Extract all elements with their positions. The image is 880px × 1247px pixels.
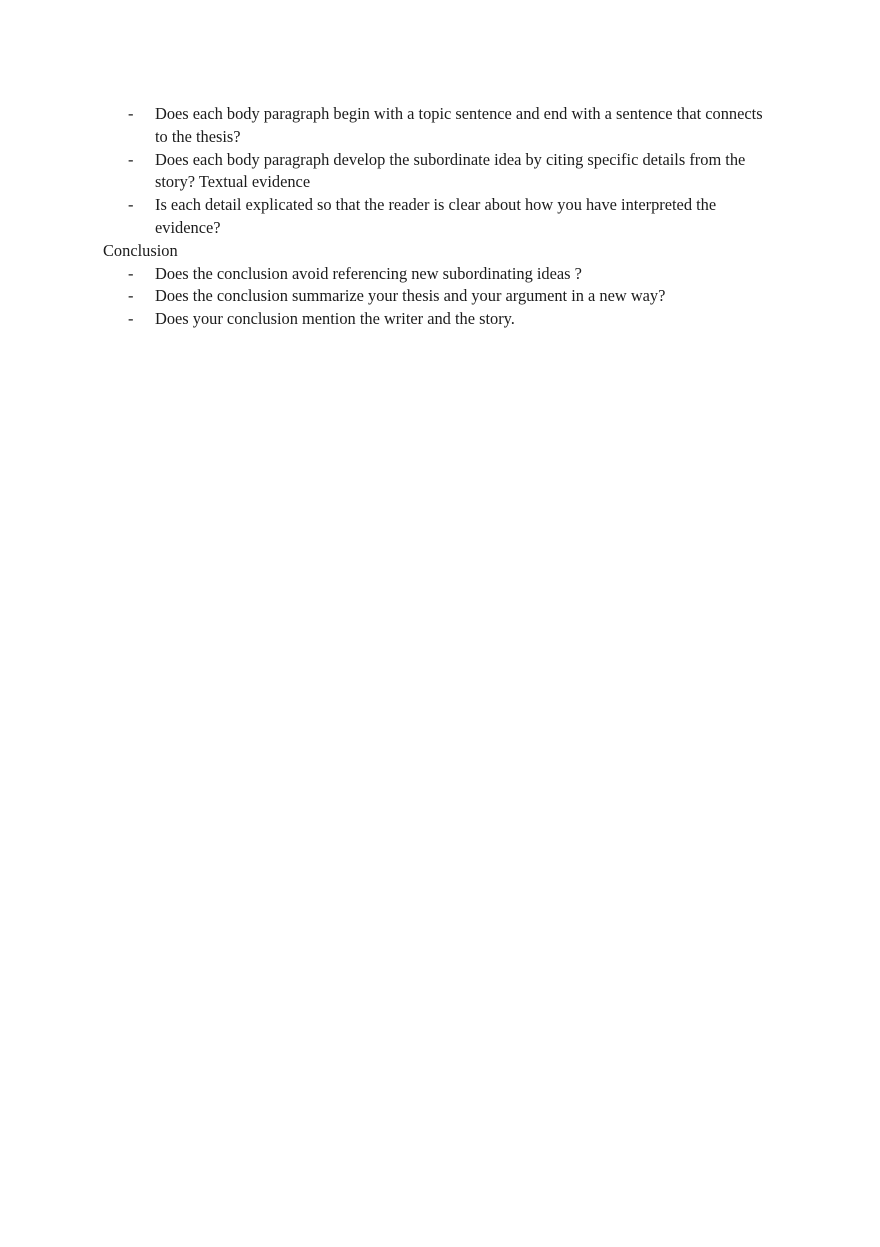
- conclusion-checklist: [103, 263, 763, 331]
- list-item: [103, 285, 763, 308]
- list-item: [103, 263, 763, 286]
- dash-bullet: -: [128, 263, 134, 283]
- list-item-text: Is each detail explicated so that the reader is clear about how you have interpreted the evidence?: [155, 195, 717, 237]
- list-item-text: Does the conclusion summarize your thesis and your argument in a new way?: [155, 286, 666, 306]
- list-item-text: Does each body paragraph develop the subordinate idea by citing specific details from the story? Textual evidence: [155, 149, 746, 192]
- document-content: [103, 103, 763, 331]
- dash-bullet: -: [128, 309, 134, 329]
- dash-bullet: -: [128, 195, 134, 215]
- list-item: [103, 103, 763, 149]
- dash-bullet: -: [128, 149, 134, 169]
- list-item-text: Does your conclusion mention the writer and the story.: [155, 309, 515, 329]
- list-item: [103, 149, 763, 195]
- list-item: [103, 308, 763, 331]
- dash-bullet: -: [128, 104, 134, 123]
- conclusion-heading: Conclusion: [103, 240, 178, 260]
- list-item-text: Does each body paragraph begin with a topic sentence and end with a sentence that connects to the thesis?: [155, 104, 763, 146]
- dash-bullet: -: [128, 286, 134, 306]
- body-paragraph-checklist: [103, 103, 763, 240]
- list-item-text: Does the conclusion avoid referencing new subordinating ideas ?: [155, 263, 582, 283]
- list-item: [103, 194, 763, 240]
